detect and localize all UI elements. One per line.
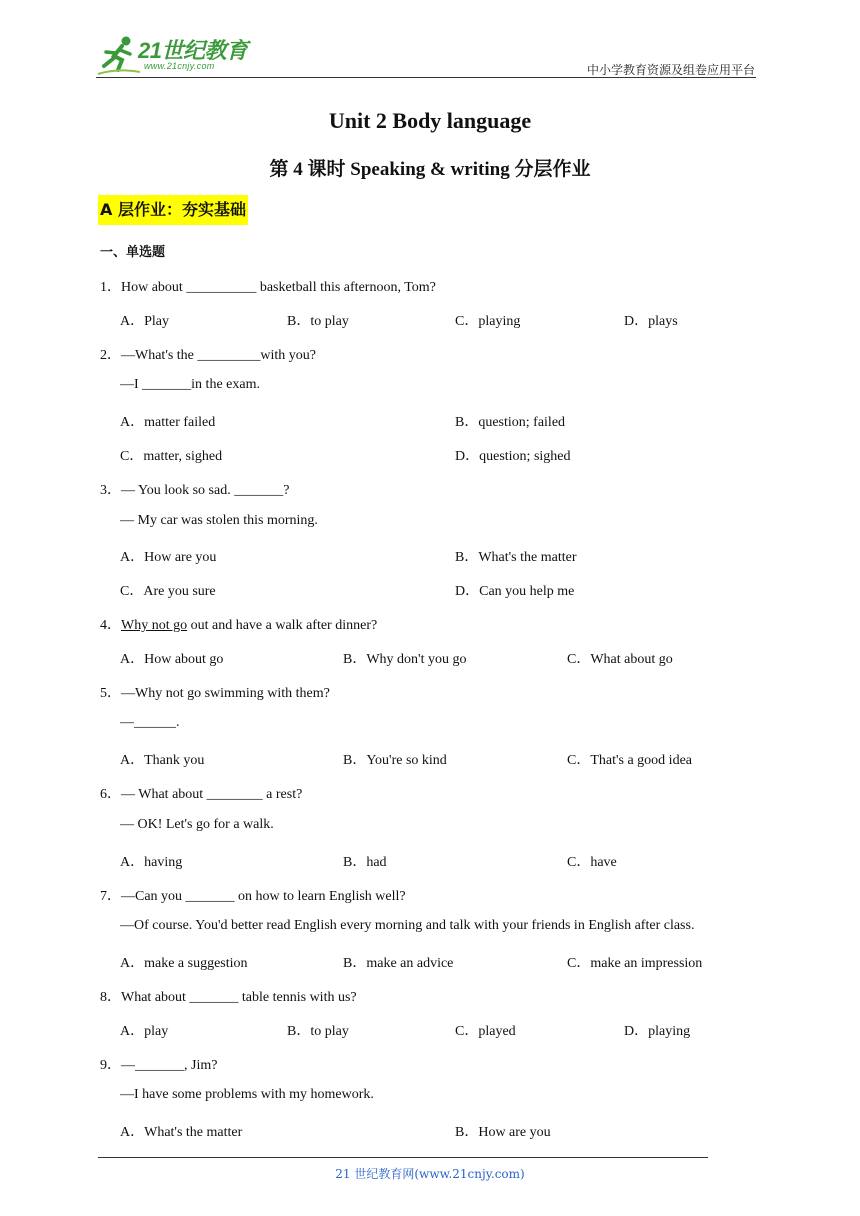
- q6-option-c: C．have: [567, 855, 617, 870]
- q5-line2: —______.: [120, 715, 180, 730]
- q8-option-d: D．playing: [624, 1024, 691, 1039]
- page-title: Unit 2 Body language: [328, 108, 532, 133]
- q9-line1: 9．—_______, Jim?: [100, 1058, 218, 1073]
- q6-line2: — OK! Let's go for a walk.: [120, 817, 274, 832]
- q2-option-c: C．matter, sighed: [120, 449, 223, 464]
- q4-option-c: C．What about go: [567, 652, 673, 667]
- q5-option-c: C．That's a good idea: [567, 753, 692, 768]
- q7-line1: 7．—Can you _______ on how to learn English well?: [100, 889, 406, 904]
- logo-url: www.21cnjy.com: [144, 61, 215, 71]
- q7-option-a: A．make a suggestion: [120, 956, 248, 971]
- q3-option-d: D．Can you help me: [455, 584, 575, 599]
- q3-line1: 3．— You look so sad. _______?: [100, 483, 290, 498]
- q7-option-b: B．make an advice: [343, 956, 454, 971]
- q6-line1: 6．— What about ________ a rest?: [100, 787, 303, 802]
- q3-option-b: B．What's the matter: [455, 550, 577, 565]
- footer-divider: [98, 1157, 708, 1158]
- site-logo: [96, 34, 266, 78]
- q7-line2: —Of course. You'd better read English every morning and talk with your friends in English after class.: [120, 918, 695, 933]
- q9-option-a: A．What's the matter: [120, 1125, 243, 1140]
- q8-option-c: C．played: [455, 1024, 516, 1039]
- q5-line1: 5．—Why not go swimming with them?: [100, 686, 330, 701]
- q8-stem: 8．What about _______ table tennis with us?: [100, 990, 357, 1005]
- q6-option-b: B．had: [343, 855, 387, 870]
- q2-line1: 2．—What's the _________with you?: [100, 348, 316, 363]
- q4-number: 4．: [100, 618, 121, 633]
- section-a-label: A 层作业：夯实基础: [98, 195, 248, 225]
- q1-option-a: A．Play: [120, 314, 169, 329]
- q2-line2: —I _______in the exam.: [120, 377, 260, 392]
- header-divider: [96, 77, 756, 78]
- q3-line2: — My car was stolen this morning.: [120, 513, 318, 528]
- q9-line2: —I have some problems with my homework.: [120, 1087, 374, 1102]
- page-subtitle: 第 4 课时 Speaking & writing 分层作业: [269, 159, 591, 180]
- q7-option-c: C．make an impression: [567, 956, 703, 971]
- q3-option-c: C．Are you sure: [120, 584, 216, 599]
- site-tagline: 中小学教育资源及组卷应用平台: [586, 63, 755, 77]
- q9-option-b: B．How are you: [455, 1125, 551, 1140]
- q4-option-a: A．How about go: [120, 652, 224, 667]
- footer-link[interactable]: 21 世纪教育网(www.21cnjy.com): [335, 1167, 525, 1181]
- q5-option-b: B．You're so kind: [343, 753, 447, 768]
- part-title: 一、单选题: [100, 245, 166, 260]
- q4-stem-rest: out and have a walk after dinner?: [187, 618, 378, 633]
- q8-option-a: A．play: [120, 1024, 169, 1039]
- q4-stem: [100, 614, 377, 634]
- q2-option-b: B．question; failed: [455, 415, 566, 430]
- q2-option-d: D．question; sighed: [455, 449, 571, 464]
- q1-option-b: B．to play: [287, 314, 349, 329]
- q5-option-a: A．Thank you: [120, 753, 205, 768]
- q4-underlined-phrase: Why not go: [121, 618, 188, 633]
- q3-option-a: A．How are you: [120, 550, 217, 565]
- q1-stem: 1．How about __________ basketball this afternoon, Tom?: [100, 280, 436, 295]
- q4-option-b: B．Why don't you go: [343, 652, 467, 667]
- q1-option-c: C．playing: [455, 314, 521, 329]
- logo-text: 21世纪教育: [138, 38, 248, 63]
- q1-option-d: D．plays: [624, 314, 678, 329]
- q8-option-b: B．to play: [287, 1024, 349, 1039]
- runner-logo-icon: [96, 34, 140, 78]
- q2-option-a: A．matter failed: [120, 415, 216, 430]
- q6-option-a: A．having: [120, 855, 183, 870]
